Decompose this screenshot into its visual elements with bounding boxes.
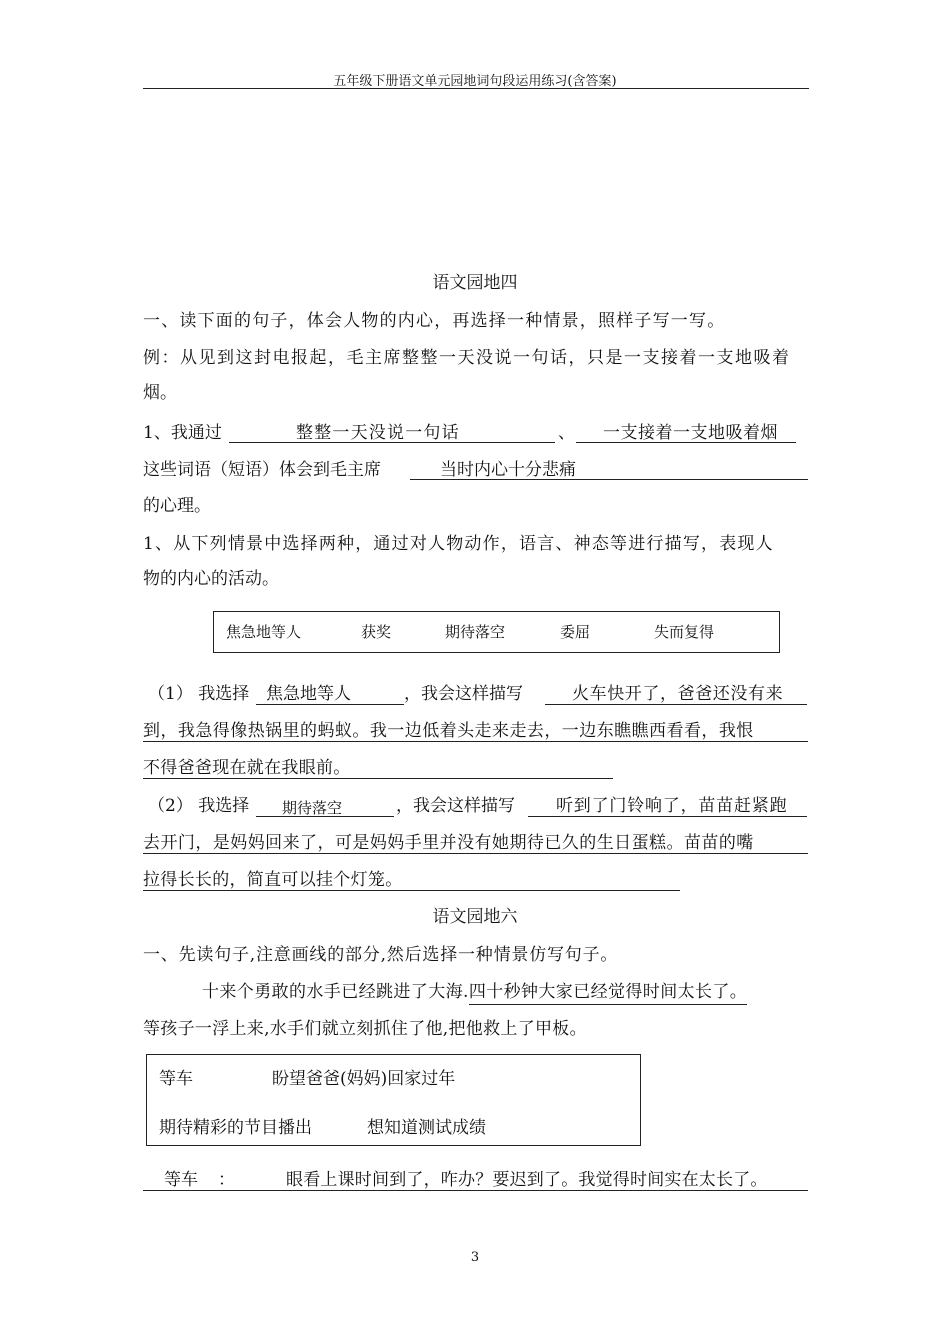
- answer2-prefix: （2） 我选择: [148, 796, 250, 816]
- item2-line2: 物的内心的活动。: [143, 569, 279, 589]
- option-4: 委屈: [560, 623, 591, 641]
- page-number: 3: [470, 1250, 480, 1265]
- answer1-prefix: （1） 我选择: [148, 684, 250, 704]
- section4-title: 语文园地四: [432, 273, 518, 293]
- answer1-mid: ，我会这样描写: [404, 684, 523, 704]
- option-3: 期待落空: [445, 623, 506, 641]
- option2-2: 盼望爸爸(妈妈)回家过年: [272, 1069, 456, 1089]
- model-sentence-underlined: 四十秒钟大家已经觉得时间太长了。: [469, 980, 747, 1005]
- section6-answer-text: 眼看上课时间到了，咋办？要迟到了。我觉得时间实在太长了。: [286, 1170, 768, 1190]
- section4-question1: 一、读下面的句子，体会人物的内心，再选择一种情景，照样子写一写。: [143, 311, 726, 331]
- item1-separator: 、: [558, 423, 575, 443]
- item1-line2-prefix: 这些词语（短语）体会到毛主席: [143, 460, 381, 480]
- section6-answer-choice: 等车: [164, 1170, 198, 1190]
- answer2-text2: 去开门，是妈妈回来了，可是妈妈手里并没有她期待已久的生日蛋糕。苗苗的嘴: [143, 833, 754, 853]
- item1-blank1: 整整一天没说一句话: [296, 423, 460, 443]
- section6-title: 语文园地六: [432, 907, 518, 927]
- answer2-mid: ，我会这样描写: [396, 796, 515, 816]
- section6-answer-colon: ：: [218, 1170, 235, 1190]
- option-2: 获奖: [361, 623, 392, 641]
- answer1-text2: 到，我急得像热锅里的蚂蚁。我一边低着头走来走去，一边东瞧瞧西看看，我恨: [143, 721, 754, 741]
- option-1: 焦急地等人: [226, 623, 302, 641]
- model-sentence-line2: 等孩子一浮上来,水手们就立刻抓住了他,把他救上了甲板。: [143, 1019, 587, 1039]
- answer1-text3: 不得爸爸现在就在我眼前。: [143, 758, 351, 778]
- example-line1: 例：从见到这封电报起，毛主席整整一天没说一句话，只是一支接着一支地吸着: [143, 348, 791, 368]
- item1-blank2: 一支接着一支地吸着烟: [603, 423, 778, 443]
- situation-options-box: [213, 611, 780, 653]
- item1-prefix: 1、我通过: [143, 423, 222, 443]
- situation-options-box-2: [146, 1054, 641, 1146]
- model-sentence-plain: 十来个勇敢的水手已经跳进了大海.: [202, 982, 469, 1002]
- example-line2: 烟。: [143, 383, 177, 403]
- item2-line1: 1、从下列情景中选择两种，通过对人物动作，语言、神态等进行描写，表现人: [143, 534, 774, 554]
- item1-line3: 的心理。: [143, 496, 211, 516]
- option-5: 失而复得: [654, 623, 715, 641]
- page-header: 五年级下册语文单元园地词句段运用练习(含答案): [333, 74, 617, 89]
- section6-question1: 一、先读句子,注意画线的部分,然后选择一种情景仿写句子。: [143, 945, 619, 965]
- option2-1: 等车: [159, 1069, 193, 1089]
- model-sentence-line1: [202, 980, 747, 1005]
- option2-4: 想知道测试成绩: [367, 1118, 486, 1138]
- answer2-text1: 听到了门铃响了，苗苗赶紧跑: [556, 796, 788, 816]
- answer1-text1: 火车快开了，爸爸还没有来: [572, 684, 784, 704]
- item1-blank3: 当时内心十分悲痛: [440, 460, 576, 480]
- answer2-text3: 拉得长长的，简直可以挂个灯笼。: [143, 870, 403, 890]
- answer1-choice: 焦急地等人: [266, 684, 351, 704]
- answer2-choice: 期待落空: [282, 799, 343, 817]
- header-divider: [143, 88, 809, 89]
- option2-3: 期待精彩的节目播出: [159, 1118, 312, 1138]
